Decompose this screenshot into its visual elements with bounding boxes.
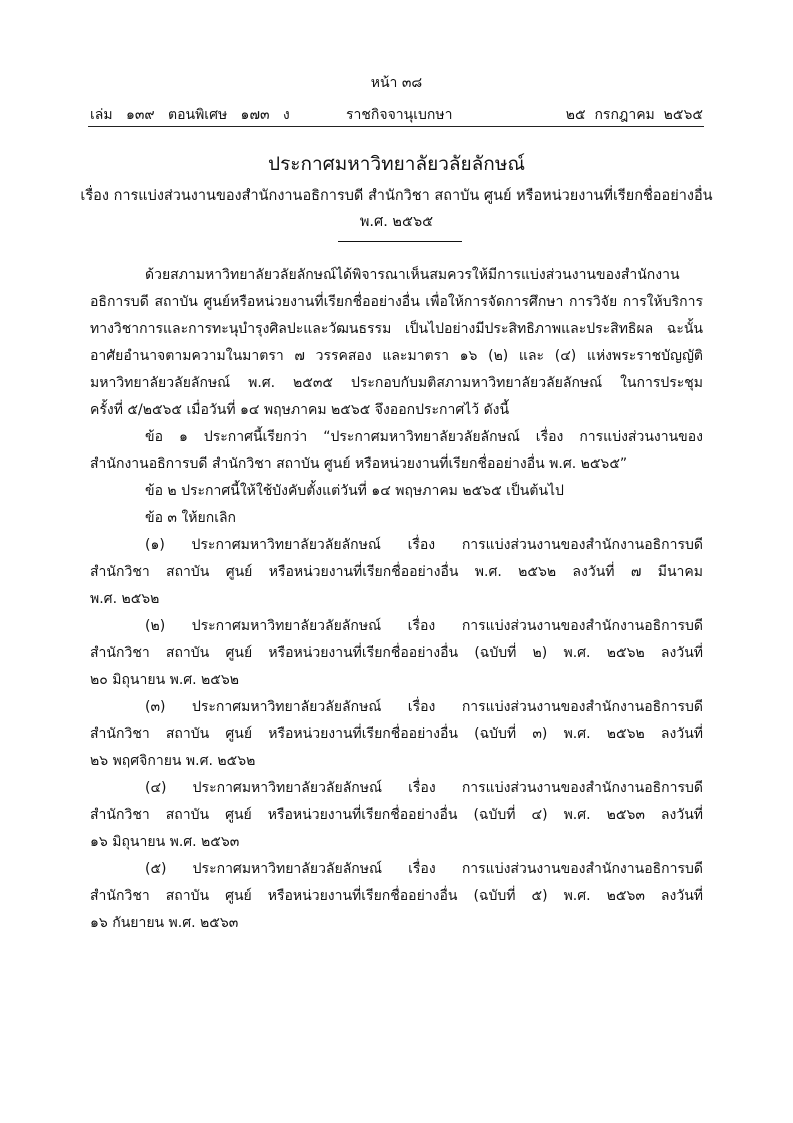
repeal-item-line: (๕) ประกาศมหาวิทยาลัยวลัยลักษณ์ เรื่อง การแบ่งส่วนงานของสำนักงานอธิการบดี [145,861,703,877]
repeal-item-line: สำนักวิชา สถาบัน ศูนย์ หรือหน่วยงานที่เรียกชื่ออย่างอื่น (ฉบับที่ ๓) พ.ศ. ๒๕๖๒ ลงวันที่ [90,726,703,742]
body-line: อาศัยอำนาจตามความในมาตรา ๗ วรรคสอง และมาตรา ๑๖ (๒) และ (๔) แห่งพระราชบัญญัติ [90,348,703,364]
header-rule [88,126,704,127]
publication-date: ๒๕ กรกฎาคม ๒๕๖๕ [565,107,703,123]
announcement-subject: เรื่อง การแบ่งส่วนงานของสำนักงานอธิการบดี สำนักวิชา สถาบัน ศูนย์ หรือหน่วยงานที่เรียกชื่ออย่างอื่น [80,188,713,204]
body-line: อธิการบดี สถาบัน ศูนย์หรือหน่วยงานที่เรียกชื่ออย่างอื่น เพื่อให้การจัดการศึกษา การวิจัย การให้บริการ [90,294,703,310]
repeal-item-line: สำนักวิชา สถาบัน ศูนย์ หรือหน่วยงานที่เรียกชื่ออย่างอื่น (ฉบับที่ ๔) พ.ศ. ๒๕๖๓ ลงวันที่ [90,807,703,823]
announcement-year: พ.ศ. ๒๕๖๕ [359,214,434,230]
repeal-item-line: ๑๖ กันยายน พ.ศ. ๒๕๖๓ [90,915,239,931]
clause-3-line: ข้อ ๓ ให้ยกเลิก [145,510,237,526]
repeal-item-line: ๒๖ พฤศจิกายน พ.ศ. ๒๕๖๒ [90,753,256,769]
repeal-item-line: (๓) ประกาศมหาวิทยาลัยวลัยลักษณ์ เรื่อง การแบ่งส่วนงานของสำนักงานอธิการบดี [145,699,703,715]
clause-2-line: ข้อ ๒ ประกาศนี้ให้ใช้บังคับตั้งแต่วันที่ ๑๔ พฤษภาคม ๒๕๖๕ เป็นต้นไป [145,483,564,499]
clause-1-line: สำนักงานอธิการบดี สำนักวิชา สถาบัน ศูนย์ หรือหน่วยงานที่เรียกชื่ออย่างอื่น พ.ศ. ๒๕๖๕” [90,456,628,472]
gazette-header [90,105,703,125]
repeal-item-line: (๑) ประกาศมหาวิทยาลัยวลัยลักษณ์ เรื่อง การแบ่งส่วนงานของสำนักงานอธิการบดี [145,537,703,553]
repeal-item-line: สำนักวิชา สถาบัน ศูนย์ หรือหน่วยงานที่เรียกชื่ออย่างอื่น (ฉบับที่ ๒) พ.ศ. ๒๕๖๒ ลงวันที่ [90,645,703,661]
repeal-item-line: ๒๐ มิถุนายน พ.ศ. ๒๕๖๒ [90,672,239,688]
repeal-item-line: สำนักวิชา สถาบัน ศูนย์ หรือหน่วยงานที่เรียกชื่ออย่างอื่น พ.ศ. ๒๕๖๒ ลงวันที่ ๗ มีนาคม [90,564,703,580]
title-divider [338,241,462,242]
publication-name: ราชกิจจานุเบกษา [346,107,453,123]
body-line: ครั้งที่ ๕/๒๕๖๕ เมื่อวันที่ ๑๔ พฤษภาคม ๒๕๖๕ จึงออกประกาศไว้ ดังนี้ [90,402,510,418]
body-line: ด้วยสภามหาวิทยาลัยวลัยลักษณ์ได้พิจารณาเห็นสมควรให้มีการแบ่งส่วนงานของสำนักงาน [145,267,680,283]
page-number: หน้า ๓๘ [370,75,423,91]
clause-1-line: ข้อ ๑ ประกาศนี้เรียกว่า “ประกาศมหาวิทยาลัยวลัยลักษณ์ เรื่อง การแบ่งส่วนงานของ [145,429,703,445]
announcement-title: ประกาศมหาวิทยาลัยวลัยลักษณ์ [268,153,525,175]
body-line: มหาวิทยาลัยวลัยลักษณ์ พ.ศ. ๒๕๓๕ ประกอบกับมติสภามหาวิทยาลัยวลัยลักษณ์ ในการประชุม [90,375,703,391]
repeal-item-line: ๑๖ มิถุนายน พ.ศ. ๒๕๖๓ [90,834,240,850]
repeal-item-line: (๒) ประกาศมหาวิทยาลัยวลัยลักษณ์ เรื่อง การแบ่งส่วนงานของสำนักงานอธิการบดี [145,618,703,634]
repeal-item-line: (๔) ประกาศมหาวิทยาลัยวลัยลักษณ์ เรื่อง การแบ่งส่วนงานของสำนักงานอธิการบดี [145,780,703,796]
volume-issue: เล่ม ๑๓๙ ตอนพิเศษ ๑๗๓ ง [90,107,290,123]
announcement-body [90,262,703,937]
body-line: ทางวิชาการและการทะนุบำรุงศิลปะและวัฒนธรรม เป็นไปอย่างมีประสิทธิภาพและประสิทธิผล ฉะนั้น [90,321,703,337]
repeal-item-line: พ.ศ. ๒๕๖๒ [90,591,160,607]
repeal-item-line: สำนักวิชา สถาบัน ศูนย์ หรือหน่วยงานที่เรียกชื่ออย่างอื่น (ฉบับที่ ๕) พ.ศ. ๒๕๖๓ ลงวันที่ [90,888,703,904]
